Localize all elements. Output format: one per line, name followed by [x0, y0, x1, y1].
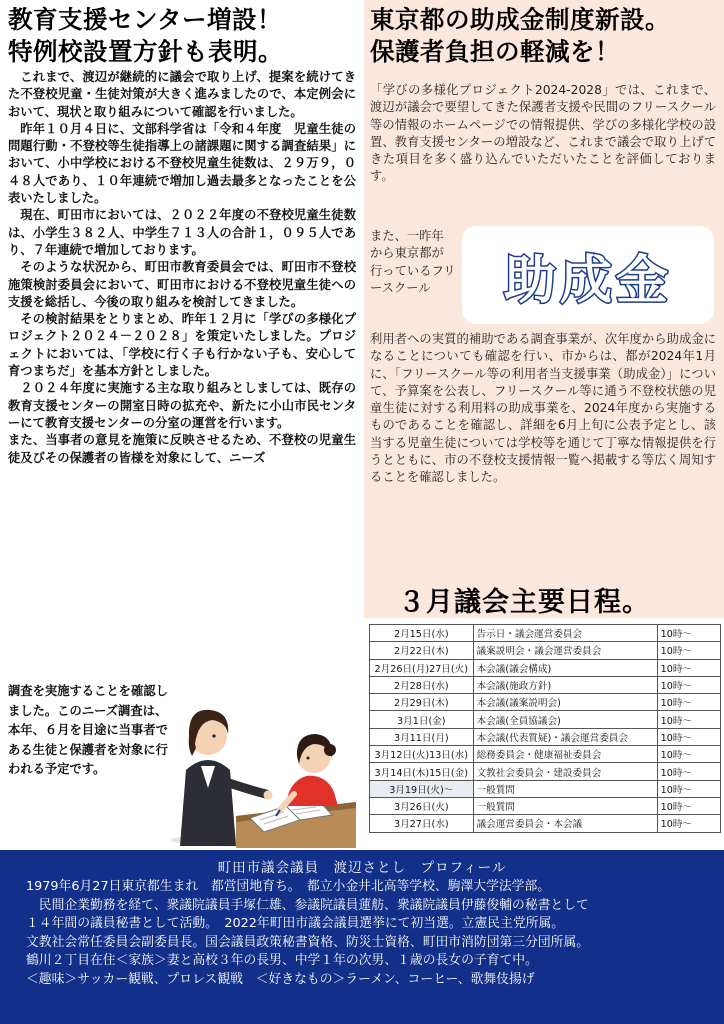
schedule-date: 2月22日(木) [370, 642, 474, 659]
schedule-event: 本会議(全員協議会) [473, 711, 657, 728]
subsidy-badge [462, 226, 714, 324]
student-figure [276, 734, 338, 816]
right-paragraph-1: 「学びの多様化プロジェクト2024-2028」では、これまで、渡辺が議会で要望してきた保護者支援や民間のフリースクール等の情報のホームページでの情報提供、学びの多様化学校の設置、教育支援センターの増設など、これまで議会で取り上げてきた項目を多く盛り込んでいただいたことを評価しております。 [370, 83, 716, 184]
schedule-event: 文教社会委員会・建設委員会 [473, 763, 657, 780]
profile-title: 町田市議会議員 渡辺さとし プロフィール [217, 860, 507, 876]
left-paragraph-7: また、当事者の意見を施策に反映させるため、不登校の児童生徒及びその保護者の皆様を対象にして、ニーズ [8, 433, 356, 465]
schedule-time: 10時～ [657, 659, 720, 676]
left-paragraph-6: ２０２４年度に実施する主な取り組みとしましては、既存の教育支援センターの開室日時の拡充や、新たに小山市民センターにて教育支援センターの分室の運営を行います。 [8, 381, 356, 430]
schedule-row [370, 797, 721, 814]
schedule-row [370, 711, 721, 728]
schedule-time: 10時～ [657, 746, 720, 763]
profile-line-3: １４年間の議員秘書として活動。 2022年町田市議会議員選挙にて初当選。立憲民主党所属。 [26, 916, 565, 931]
schedule-event: 議会運営委員会・本会議 [473, 815, 657, 832]
schedule-event: 議案説明会・議会運営委員会 [473, 642, 657, 659]
left-paragraph-4: そのような状況から、町田市教育委員会では、町田市不登校施策検討委員会において、町田市における不登校児童生徒への支援を総括し、今後の取り組みを検討してきました。 [8, 260, 356, 309]
profile-lines [26, 878, 716, 989]
schedule-time: 10時～ [657, 642, 720, 659]
schedule-date: 2月15日(水) [370, 625, 474, 642]
schedule-time: 10時～ [657, 711, 720, 728]
schedule-event: 告示日・議会運営委員会 [473, 625, 657, 642]
schedule-date: 3月14日(木)15日(金) [370, 763, 474, 780]
schedule-time: 10時～ [657, 676, 720, 693]
schedule-event: 本会議(議案説明会) [473, 694, 657, 711]
profile-footer [0, 850, 724, 1024]
schedule-row [370, 728, 721, 745]
schedule-row [370, 625, 721, 642]
left-article [8, 69, 356, 467]
schedule-date: 2月28日(水) [370, 676, 474, 693]
schedule-event: 本会議(議会構成) [473, 659, 657, 676]
profile-line-5: 鶴川２丁目在住＜家族＞妻と高校３年の長男、中学１年の次男、１歳の長女の子育て中。 [26, 953, 538, 968]
schedule-time: 10時～ [657, 694, 720, 711]
schedule-date: 3月11日(月) [370, 728, 474, 745]
schedule-row [370, 659, 721, 676]
schedule-row [370, 694, 721, 711]
profile-line-6: ＜趣味＞サッカー観戦、プロレス観戦 ＜好きなもの＞ラーメン、コーヒー、歌舞伎揚げ [26, 971, 535, 987]
teacher-and-student-illustration [168, 678, 358, 848]
schedule-time: 10時～ [657, 815, 720, 832]
schedule-event: 本会議(施政方針) [473, 676, 657, 693]
schedule-date: 3月1日(金) [370, 711, 474, 728]
schedule-title: ３月議会主要日程。 [398, 587, 650, 618]
schedule-date: 2月29日(木) [370, 694, 474, 711]
left-headline [8, 4, 362, 68]
schedule-date: 3月26日(火) [370, 797, 474, 814]
schedule-event: 一般質問 [473, 780, 657, 797]
left-headline-line-1: 教育支援センター増設！ [8, 5, 283, 34]
right-headline-line-1: 東京都の助成金制度新設。 [370, 5, 670, 34]
schedule-row [370, 815, 721, 832]
schedule-row [370, 642, 721, 659]
left-paragraph-5: その検討結果をとりまとめ、昨年１２月に「学びの多様化プロジェクト２０２４－２０２８」を策定いたしました。プロジェクトにおいては、「学校に行く子も行かない子も、安心して育つまちだ」を基本方針としました。 [8, 312, 356, 379]
left-narrow-text: 調査を実施することを確認しました。このニーズ調査は、本年、６月を目途に当事者である生徒と保護者を対象に行われる予定です。 [8, 684, 168, 776]
schedule-event: 本会議(代表質疑)・議会運営委員会 [473, 728, 657, 745]
left-headline-line-2: 特例校設置方針も表明。 [8, 37, 283, 66]
schedule-time: 10時～ [657, 728, 720, 745]
schedule-time: 10時～ [657, 763, 720, 780]
profile-line-2: 民間企業勤務を経て、衆議院議員手塚仁雄、参議院議員蓮舫、衆議院議員伊藤俊輔の秘書として [38, 897, 589, 913]
schedule-event: 総務委員会・健康福祉委員会 [473, 746, 657, 763]
schedule-time: 10時～ [657, 625, 720, 642]
schedule-date: 2月26日(月)27日(火) [370, 659, 474, 676]
schedule-time: 10時～ [657, 780, 720, 797]
left-paragraph-3: 現在、町田市においては、２０２２年度の不登校児童生徒数は、小学生３８２人、中学生７１３人の合計１，０９５人であり、７年連続で増加しております。 [8, 208, 356, 257]
subsidy-badge-text: 助成金 [503, 250, 672, 311]
schedule-date: 3月19日(火)～ [370, 780, 474, 797]
schedule-row [370, 780, 721, 797]
schedule-event: 一般質問 [473, 797, 657, 814]
schedule-row [370, 763, 721, 780]
schedule-row [370, 676, 721, 693]
schedule-time: 10時～ [657, 797, 720, 814]
schedule-row [370, 746, 721, 763]
right-paragraph-2-rest: 利用者への実質的補助である調査事業が、次年度から助成金になることについても確認を行い、市からは、都が2024年1月に、「フリースクール等の利用者当支援事業（助成金）」について、予算案を公表し、フリースクール等に通う不登校状態の児童生徒に対する利用料の助成事業を、2024年度から実施するものであることを確認し、詳細を6月上旬に公表予定とし、該当する児童生徒については学校等を通じて丁寧な情報提供を行うとともに、市の不登校支援情報一覧へ掲載する等広く周知することを確認しました。 [370, 332, 716, 485]
right-paragraph-2-narrow: また、一昨年から東京都が行っているフリースクール [370, 229, 456, 295]
profile-line-4: 文教社会常任委員会副委員長。国会議員政策秘書資格、防災士資格、町田市消防団第三分団所属。 [26, 934, 590, 950]
schedule-date: 3月12日(火)13日(水) [370, 746, 474, 763]
profile-line-1: 1979年6月27日東京都生まれ 都営団地育ち。 都立小金井北高等学校、駒澤大学法学部。 [26, 879, 551, 894]
left-paragraph-1: これまで、渡辺が継続的に議会で取り上げ、提案を続けてきた不登校児童・生徒対策が大きく進みましたので、本定例会において、現状と取り組みについて確認を行いました。 [8, 70, 356, 119]
schedule-date: 3月27日(水) [370, 815, 474, 832]
left-paragraph-2: 昨年１０月４日に、文部科学省は「令和４年度 児童生徒の問題行動・不登校等生徒指導上の諸課題に関する調査結果」において、小中学校における不登校児童生徒数は、２９万９，０４８人であり、１０年連続で増加し過去最多となったことを公表いたしました。 [8, 121, 356, 206]
right-headline-line-2: 保護者負担の軽減を！ [370, 37, 620, 66]
schedule-table [369, 624, 721, 833]
right-headline [370, 4, 724, 68]
